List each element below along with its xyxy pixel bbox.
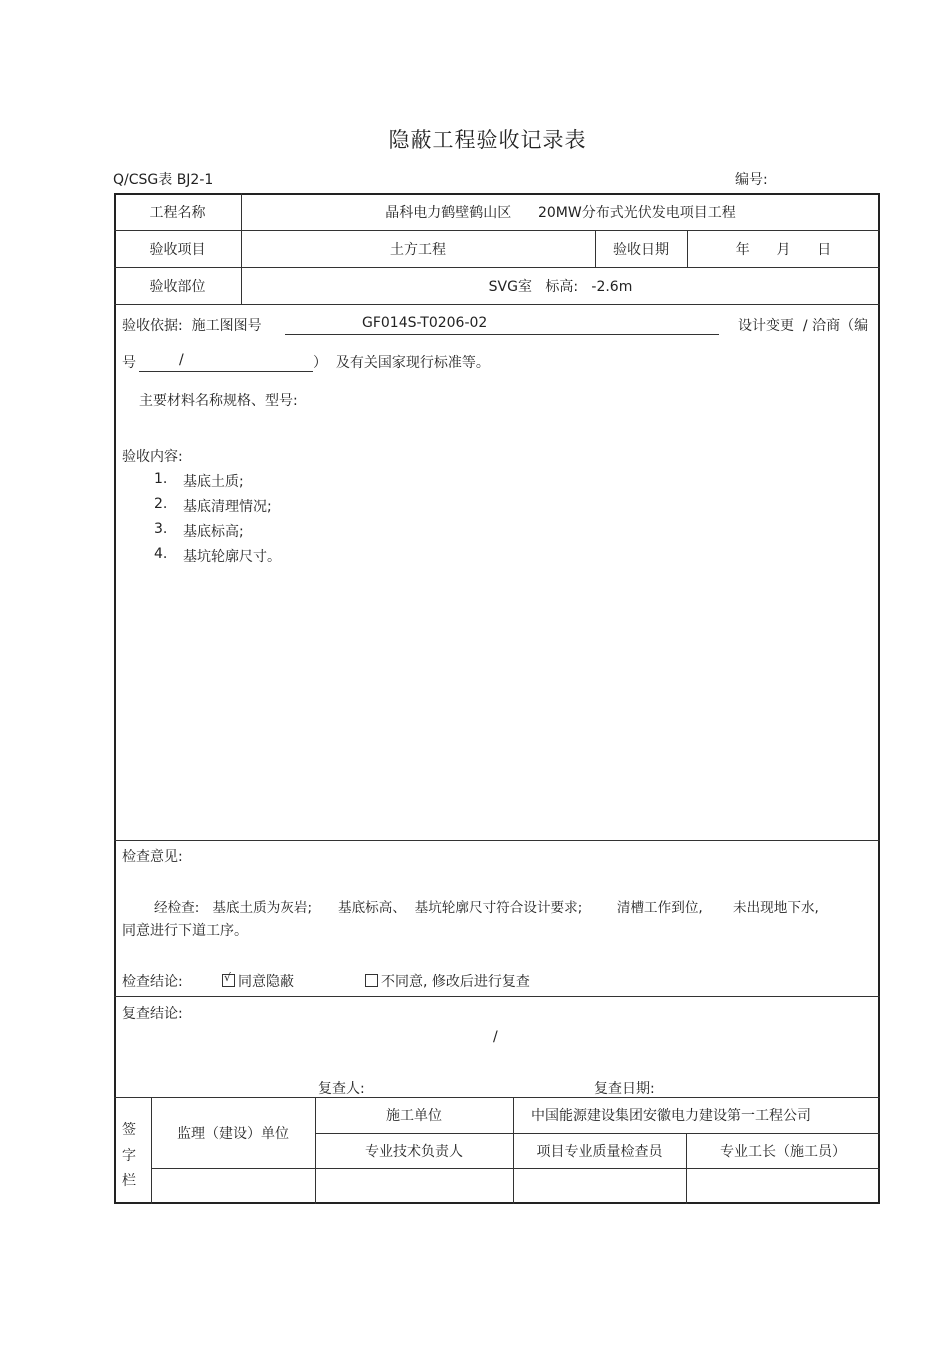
role-technical-lead: 专业技术负责人 (365, 1143, 463, 1160)
design-change-label: 设计变更 / 洽商（编 (738, 318, 869, 334)
site-foreman-signature-field[interactable] (686, 1168, 880, 1204)
serial-number-label: 编号: (735, 172, 768, 188)
inspection-conclusion-label: 检查结论: (122, 974, 183, 990)
change-number-value: / (179, 352, 184, 368)
disagree-label: 不同意, 修改后进行复查 (381, 974, 530, 990)
supervisor-signature-field[interactable] (151, 1168, 315, 1204)
record-table (114, 193, 880, 1204)
contractor-unit-label: 施工单位 (386, 1108, 442, 1124)
content-item-text: 基底清理情况; (183, 499, 272, 515)
quality-inspector-signature-field[interactable] (513, 1168, 686, 1204)
technical-lead-signature-field[interactable] (315, 1168, 513, 1204)
page-title: 隐蔽工程验收记录表 (388, 128, 587, 152)
agree-checkbox[interactable] (222, 971, 235, 987)
content-item-number: 4. (154, 546, 168, 562)
signature-column-char: 字 (122, 1148, 136, 1164)
basis-label: 验收依据: 施工图图号 (122, 318, 262, 334)
inspection-part-value: SVG室 标高: -2.6m (488, 278, 633, 295)
change-number-prefix: 号 (122, 355, 136, 371)
content-item-text: 基底标高; (183, 524, 244, 540)
content-item-text: 基底土质; (183, 474, 244, 490)
change-number-underline (139, 371, 313, 372)
form-code: Q/CSG表 BJ2-1 (113, 172, 214, 188)
role-quality-inspector: 项目专业质量检查员 (536, 1143, 663, 1160)
content-item-number: 3. (154, 521, 168, 537)
content-item-number: 1. (154, 471, 168, 487)
drawing-number-underline (285, 334, 719, 335)
inspection-opinion-text: 同意进行下道工序。 (122, 923, 248, 939)
content-item-number: 2. (154, 496, 168, 512)
inspection-item-value: 土方工程 (390, 241, 446, 258)
role-site-foreman: 专业工长（施工员） (720, 1143, 846, 1160)
agree-option[interactable] (222, 971, 294, 991)
signature-column-char: 栏 (122, 1173, 136, 1189)
project-name-label: 工程名称 (149, 204, 206, 221)
inspection-item-label: 验收项目 (149, 241, 206, 258)
disagree-checkbox[interactable] (365, 974, 378, 987)
row-divider (114, 996, 880, 997)
contractor-unit-name: 中国能源建设集团安徽电力建设第一工程公司 (531, 1108, 811, 1124)
content-label: 验收内容: (122, 449, 183, 465)
materials-label: 主要材料名称规格、型号: (139, 393, 298, 409)
inspection-date-label: 验收日期 (613, 241, 669, 258)
row-divider (114, 304, 880, 305)
supervisor-unit-label: 监理（建设）单位 (177, 1125, 289, 1142)
row-divider (114, 840, 880, 841)
drawing-number: GF014S-T0206-02 (362, 315, 488, 331)
inspection-opinion-text: 经检查: 基底土质为灰岩; 基底标高、 基坑轮廓尺寸符合设计要求; 清槽工作到位, 未出现地下水, (154, 900, 819, 916)
inspection-part-label: 验收部位 (149, 278, 206, 295)
review-conclusion-label: 复查结论: (122, 1006, 183, 1022)
review-conclusion-value: / (493, 1029, 498, 1045)
inspection-opinion-label: 检查意见: (122, 849, 183, 865)
reviewer-label: 复查人: (318, 1081, 365, 1097)
agree-label: 同意隐蔽 (238, 974, 294, 990)
standards-text: ） 及有关国家现行标准等。 (313, 355, 490, 371)
content-item-text: 基坑轮廓尺寸。 (183, 549, 281, 565)
disagree-option[interactable] (365, 971, 530, 991)
project-name-value: 晶科电力鹤壁鹤山区 20MW分布式光伏发电项目工程 (385, 204, 736, 221)
check-mark-icon: √ (224, 971, 232, 984)
inspection-date-value: 年 月 日 (735, 241, 832, 258)
review-date-label: 复查日期: (594, 1081, 655, 1097)
signature-column-char: 签 (122, 1122, 136, 1138)
